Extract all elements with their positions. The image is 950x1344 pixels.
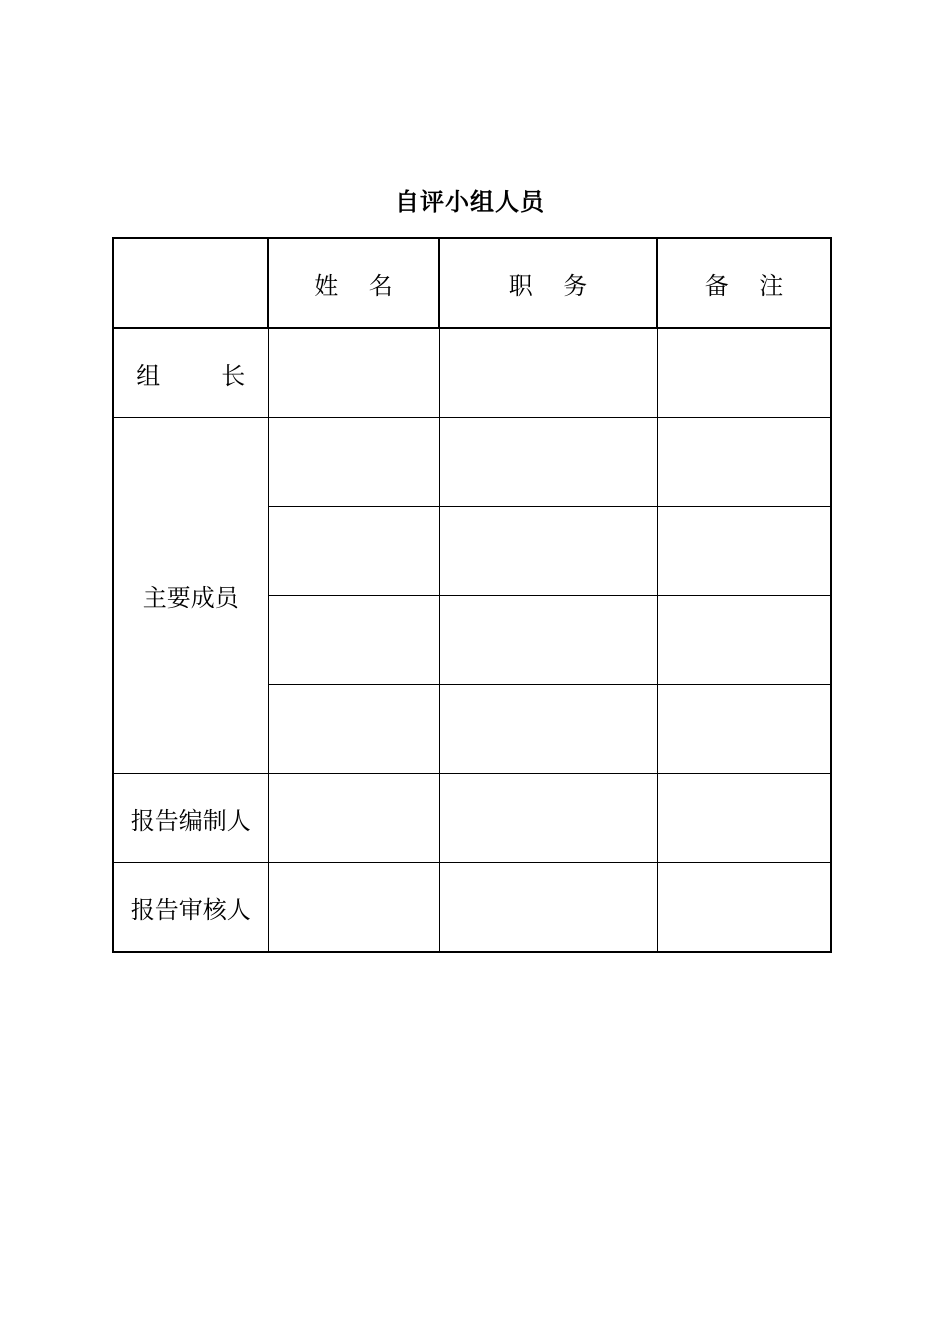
table-row-leader	[113, 328, 831, 418]
table-row-report-preparer	[113, 774, 831, 863]
leader-position-cell[interactable]	[439, 328, 657, 418]
member-2-remarks-cell[interactable]	[657, 507, 831, 596]
member-3-name-cell[interactable]	[268, 596, 439, 685]
reviewer-name-cell[interactable]	[268, 863, 439, 953]
header-corner-cell	[113, 238, 268, 328]
header-position: 职 务	[439, 238, 657, 328]
reviewer-position-cell[interactable]	[439, 863, 657, 953]
preparer-position-cell[interactable]	[439, 774, 657, 863]
preparer-name-cell[interactable]	[268, 774, 439, 863]
header-name: 姓 名	[268, 238, 439, 328]
reviewer-remarks-cell[interactable]	[657, 863, 831, 953]
member-2-name-cell[interactable]	[268, 507, 439, 596]
table-row-member-1	[113, 418, 831, 507]
member-4-remarks-cell[interactable]	[657, 685, 831, 774]
leader-name-cell[interactable]	[268, 328, 439, 418]
member-1-remarks-cell[interactable]	[657, 418, 831, 507]
row-label-leader: 组 长	[113, 328, 268, 418]
row-label-report-preparer: 报告编制人	[113, 774, 268, 863]
personnel-table	[112, 237, 832, 953]
member-1-position-cell[interactable]	[439, 418, 657, 507]
table-row-report-reviewer	[113, 863, 831, 953]
page-title: 自评小组人员	[395, 188, 545, 216]
table-header-row	[113, 238, 831, 328]
member-3-remarks-cell[interactable]	[657, 596, 831, 685]
preparer-remarks-cell[interactable]	[657, 774, 831, 863]
header-remarks: 备 注	[657, 238, 831, 328]
row-label-main-members: 主要成员	[113, 418, 268, 774]
member-4-position-cell[interactable]	[439, 685, 657, 774]
member-2-position-cell[interactable]	[439, 507, 657, 596]
leader-remarks-cell[interactable]	[657, 328, 831, 418]
member-4-name-cell[interactable]	[268, 685, 439, 774]
row-label-report-reviewer: 报告审核人	[113, 863, 268, 953]
member-3-position-cell[interactable]	[439, 596, 657, 685]
member-1-name-cell[interactable]	[268, 418, 439, 507]
